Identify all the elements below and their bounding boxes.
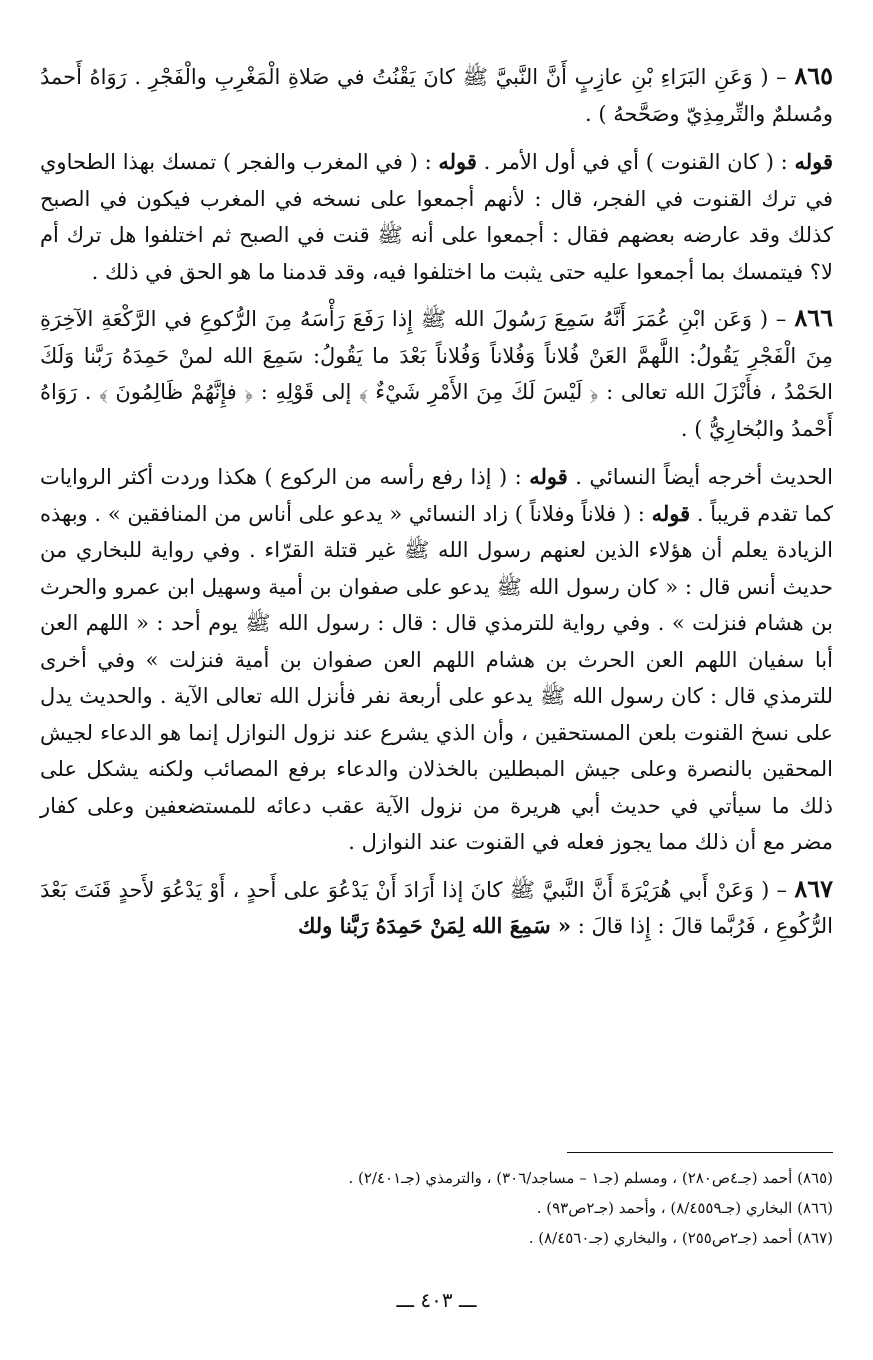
footnotes [40,1163,833,1253]
commentary-text: : ( كان القنوت ) أي في أول الأمر . [476,150,795,174]
hadith-bold-text: « سَمِعَ الله لِمَنْ حَمِدَهُ رَبَّنا ولك [298,913,572,938]
hadith-number: ٨٦٦ [794,303,833,332]
page-body [40,58,833,957]
hadith-865 [40,58,833,132]
commentary-865 [40,144,833,290]
commentary-text: : ( إذا رفع رأسه من الركوع ) هكذا وردت أكثر الروايات كما تقدم قريباً . [40,465,833,526]
footnote-divider [567,1152,833,1153]
hadith-text: – ( وَعَن ابْنِ عُمَرَ أَنَّهُ سَمِعَ رَسُولَ الله ﷺ إِذا رَفَعَ رَأْسَهُ مِنَ الرُّكوعِ في الرَّكْعَةِ الآخِرَةِ مِنَ الْفَجْرِ يَقُولُ: اللَّهمَّ العَنْ فُلاناً وَفُلاناً وَفُلاناً بَعْدَ ما يَقُولُ: سَمِعَ الله لمنْ حَمِدَهُ رَبَّنا وَلَكَ الحَمْدُ ، فأَنْزَلَ الله تعالى : ﴿ لَيْسَ لَكَ مِنَ الأَمْرِ شَيْءٌ ﴾ إلى قَوْلِهِ : ﴿ فإِنَّهُمْ ظَالِمُونَ ﴾ . رَوَاهُ أَحْمدُ والبُخارِيُّ ) . [40,307,833,441]
hadith-number: ٨٦٥ [794,61,833,90]
footnote-867: (٨٦٧) أحمد (جـ٢ص٢٥٥) ، والبخاري (جـ٨/٤٥٦٠) . [528,1229,833,1247]
commentary-text: الحديث أخرجه أيضاً النسائي . [567,465,833,489]
hadith-866 [40,300,833,447]
commentary-866 [40,459,833,861]
commentary-keyword: قوله [794,149,833,174]
hadith-867 [40,871,833,945]
hadith-number: ٨٦٧ [794,873,833,903]
hadith-text: – ( وَعَنِ البَرَاءِ بْنِ عازِبٍ أَنَّ النَّبيَّ ﷺ كانَ يَقْنُتُ في صَلاةِ الْمَغْرِبِ والْفَجْرِ . رَوَاهُ أَحمدُ ومُسلمٌ والتِّرمِذِيّ وصَحَّحهُ ) . [40,65,833,126]
commentary-text: : ( فلاناً وفلاناً ) زاد النسائي « يدعو على أناس من المنافقين » . وبهذه الزيادة يعلم أن هؤلاء الذين لعنهم رسول الله ﷺ غير قتلة القرّاء . وفي رواية للبخاري من حديث أنس قال : « كان رسول الله ﷺ يدعو على صفوان بن أمية وسهيل ابن عمرو والحرث بن هشام فنزلت » . وفي رواية للترمذي قال : قال : رسول الله ﷺ يوم أحد : « اللهم العن أبا سفيان اللهم العن الحرث بن هشام اللهم العن صفوان بن أمية فنزلت » وفي أخرى للترمذي قال : كان رسول الله ﷺ يدعو على أربعة نفر فأنزل الله تعالى الآية . والحديث يدل على نسخ القنوت بلعن المستحقين ، وأن الذي يشرع عند نزول النوازل إنما هو الدعاء لجيش المحقين بالنصرة وعلى جيش المبطلين بالخذلان والدعاء برفع المصائب ولكنه يشكل على ذلك ما سيأتي في حديث أبي هريرة من نزول الآية عقب دعائه للمستضعفين وعلى كفار مضر مع أن ذلك مما يجوز فعله في القنوت عند النوازل . [40,501,833,854]
commentary-keyword: قوله [529,464,568,489]
commentary-keyword: قوله [651,500,691,526]
footnote-865: (٨٦٥) أحمد (جـ٤ص٢٨٠) ، ومسلم (جـ١ – مساجد/٣٠٦) ، والترمذي (جـ٢/٤٠١) . [348,1169,833,1187]
footnote-866: (٨٦٦) البخاري (جـ٨/٤٥٥٩) ، وأحمد (جـ٢ص٩٣) . [536,1199,833,1217]
commentary-text: : ( في المغرب والفجر ) تمسك بهذا الطحاوي في ترك القنوت في الفجر، قال : لأنهم أجمعوا على نسخه في المغرب فيكون في الصبح كذلك وقد عارضه بعضهم فقال : أجمعوا على أنه ﷺ قنت في الصبح ثم اختلفوا هل ترك أم لا؟ فيتمسك بما أجمعوا عليه حتى يثبت ما اختلفوا فيه، وقد قدمنا ما هو الحق في ذلك . [40,150,833,284]
hadith-text: – ( وَعَنْ أَبي هُرَيْرَةَ أَنَّ النَّبيَّ ﷺ كانَ إذا أَرَادَ أَنْ يَدْعُوَ على أَحدٍ ، أَوْ يَدْعُوَ لأَحدٍ قَنَتَ بَعْدَ الرُّكُوعِ ، فَرُبَّما قالَ : إِذا قالَ : [40,877,833,938]
page-number: ـــ ٤٠٣ ـــ [396,1288,477,1312]
commentary-keyword: قوله [438,149,477,174]
